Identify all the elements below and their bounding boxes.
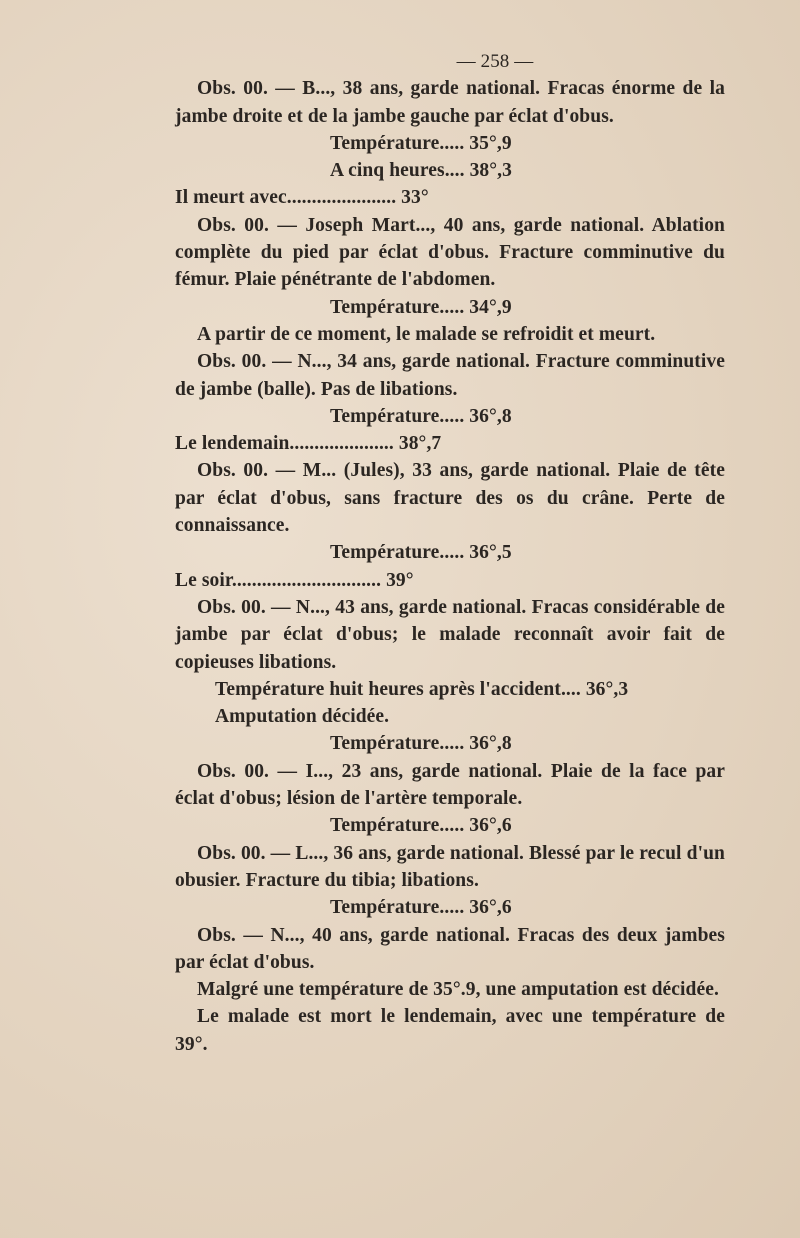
temperature-line: Température huit heures après l'accident.... 36°,3 (215, 678, 629, 700)
paragraph: Obs. 00. — Joseph Mart..., 40 ans, garde national. Ablation complète du pied par éclat d'obus. Fracture comminutive du fémur. Plaie pénétrante de l'abdomen. (175, 214, 725, 291)
paragraph: Malgré une température de 35°.9, une amputation est décidée. (197, 979, 719, 1001)
temperature-line: Température..... 36°,5 (330, 542, 512, 564)
document-page (175, 48, 725, 1058)
temperature-line: Amputation décidée. (215, 706, 390, 728)
temperature-line: Température..... 35°,9 (330, 132, 512, 154)
page-number: — 258 — (456, 51, 534, 72)
paragraph: Obs. 00. — I..., 23 ans, garde national. Plaie de la face par éclat d'obus; lésion de l'artère temporale. (175, 760, 725, 810)
paragraph: Obs. 00. — M... (Jules), 33 ans, garde national. Plaie de tête par éclat d'obus, sans fracture des os du crâne. Perte de connaissance. (175, 460, 725, 537)
temperature-line: Le lendemain..................... 38°,7 (175, 433, 442, 455)
paragraph: Obs. 00. — N..., 43 ans, garde national. Fracas considérable de jambe par éclat d'obus; le malade reconnaît avoir fait de copieuses libations. (175, 596, 725, 673)
temperature-line: Température..... 36°,8 (330, 733, 512, 755)
temperature-line: Il meurt avec...................... 33° (175, 187, 429, 209)
temperature-line: Température..... 36°,6 (330, 815, 512, 837)
temperature-line: Température..... 36°,6 (330, 897, 512, 919)
temperature-line: Température..... 36°,8 (330, 405, 512, 427)
temperature-line: Le soir.............................. 39° (175, 569, 414, 591)
paragraph: Obs. 00. — L..., 36 ans, garde national. Blessé par le recul d'un obusier. Fracture du tibia; libations. (175, 842, 725, 891)
temperature-line: A cinq heures.... 38°,3 (330, 160, 513, 182)
paragraph: A partir de ce moment, le malade se refroidit et meurt. (197, 323, 656, 345)
paragraph: Obs. 00. — B..., 38 ans, garde national. Fracas énorme de la jambe droite et de la jambe gauche par éclat d'obus. (175, 78, 725, 127)
paragraph: Le malade est mort le lendemain, avec une température de 39°. (175, 1006, 725, 1055)
paragraph: Obs. — N..., 40 ans, garde national. Fracas des deux jambes par éclat d'obus. (175, 924, 725, 973)
body-text (175, 75, 725, 1058)
temperature-line: Température..... 34°,9 (330, 296, 512, 318)
paragraph: Obs. 00. — N..., 34 ans, garde national. Fracture comminutive de jambe (balle). Pas de libations. (175, 351, 725, 400)
